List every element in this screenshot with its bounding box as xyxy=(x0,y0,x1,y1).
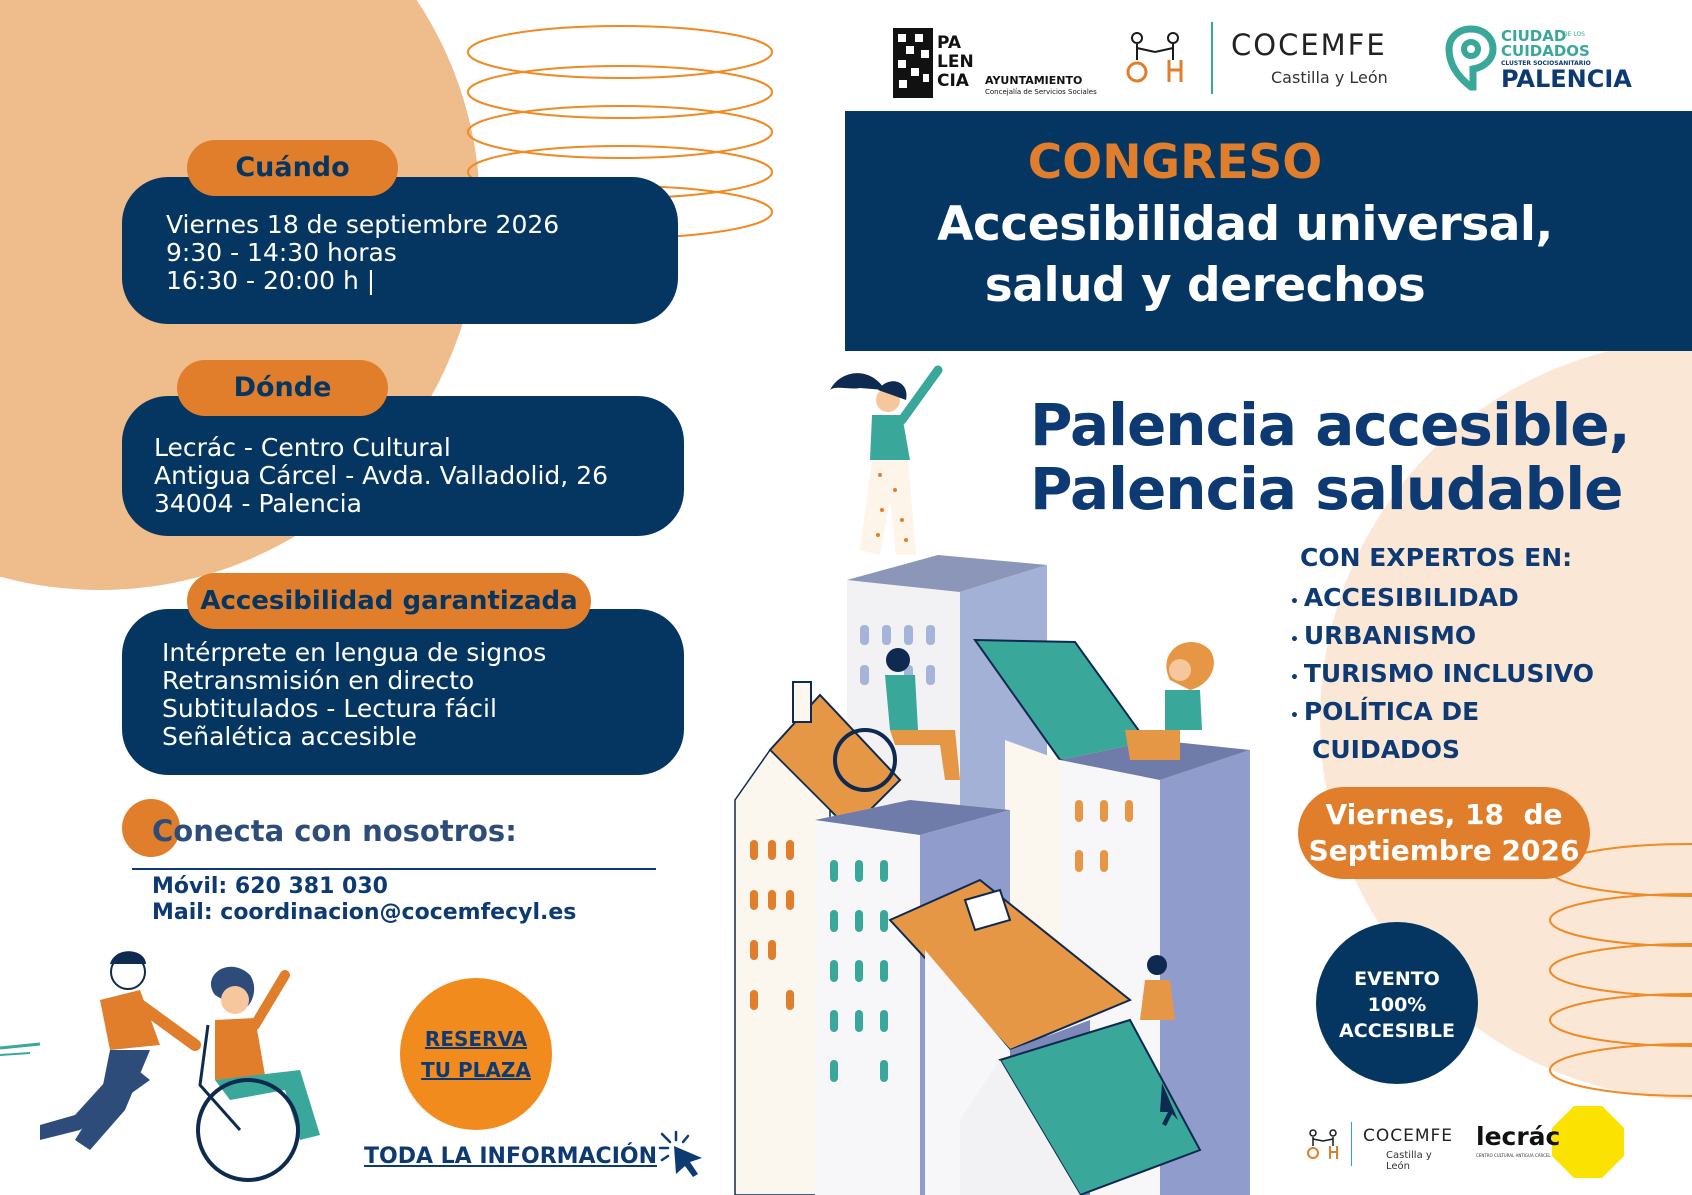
date-badge xyxy=(1298,787,1590,879)
cuando-line: 9:30 - 14:30 horas xyxy=(166,238,397,267)
palencia-logo-line1: PA xyxy=(937,33,962,53)
contact-heading: Conecta con nosotros: xyxy=(152,814,517,848)
cocemfe-logo xyxy=(1125,22,1395,94)
date-badge-line1: Viernes, 18 de xyxy=(1325,798,1563,831)
cuando-line: Viernes 18 de septiembre 2026 xyxy=(166,210,560,239)
lecrac-sub: CENTRO CULTURAL ANTIGUA CÁRCEL xyxy=(1476,1153,1551,1158)
event-badge-line1: EVENTO xyxy=(1354,968,1440,990)
experts-item: • URBANISMO xyxy=(1290,621,1477,650)
experts-item: • TURISMO INCLUSIVO xyxy=(1290,659,1594,688)
donde-line: Lecrác - Centro Cultural xyxy=(154,433,451,462)
title-banner xyxy=(845,111,1692,351)
accesibilidad-label: Accesibilidad garantizada xyxy=(187,573,591,629)
click-cursor-icon xyxy=(658,1130,708,1180)
palencia-logo-line3: CIA xyxy=(937,71,969,91)
contact-mobile: Móvil: 620 381 030 xyxy=(152,874,388,899)
accesibilidad-line: Señalética accesible xyxy=(162,722,417,751)
cocemfe-divider xyxy=(1211,22,1213,94)
accessible-event-badge xyxy=(1316,922,1478,1084)
palencia-logo-line2: LEN xyxy=(937,52,974,72)
event-badge-line2: 100% xyxy=(1367,994,1427,1016)
reserve-line1: RESERVA xyxy=(424,1027,528,1051)
footer-cocemfe-name: COCEMFE xyxy=(1363,1126,1454,1146)
palencia-logo-word xyxy=(937,34,974,91)
accesibilidad-box xyxy=(122,609,684,775)
cuando-label: Cuándo xyxy=(187,140,398,196)
congreso-label: CONGRESO xyxy=(1027,135,1323,190)
city-illustration xyxy=(710,360,1280,1195)
lecrac-logo xyxy=(1476,1104,1636,1184)
footer-cocemfe-logo xyxy=(1306,1122,1456,1172)
contact-divider xyxy=(132,868,656,870)
accesibilidad-line: Retransmisión en directo xyxy=(162,666,475,695)
bullet-icon: • xyxy=(1290,708,1304,724)
experts-heading: CON EXPERTOS EN: xyxy=(1300,543,1573,572)
bullet-icon: • xyxy=(1290,670,1304,686)
cuando-box xyxy=(122,177,678,324)
experts-list xyxy=(1290,581,1594,766)
experts-item: • ACCESIBILIDAD xyxy=(1290,583,1519,612)
date-badge-line2: Septiembre 2026 xyxy=(1308,834,1580,867)
all-information-link[interactable]: TODA LA INFORMACIÓN xyxy=(364,1144,657,1169)
reserve-seat-button[interactable] xyxy=(400,978,552,1130)
donde-line: 34004 - Palencia xyxy=(154,489,362,518)
ciudad-cuidados-logo xyxy=(1445,25,1645,95)
accesibilidad-line: Intérprete en lengua de signos xyxy=(162,638,547,667)
donde-label: Dónde xyxy=(177,360,388,416)
experts-item: • POLÍTICA DE xyxy=(1290,697,1480,726)
footer-cocemfe-region: Castilla y León xyxy=(1386,1150,1432,1172)
congress-title-line1: Accesibilidad universal, xyxy=(937,197,1553,252)
bullet-icon: • xyxy=(1290,632,1304,648)
cocemfe-people-icon xyxy=(1125,30,1191,84)
palencia-logo xyxy=(893,28,1097,98)
palencia-ayuntamiento-label: AYUNTAMIENTO xyxy=(985,74,1083,87)
congress-title-line2: salud y derechos xyxy=(984,258,1426,313)
accesibilidad-line: Subtitulados - Lectura fácil xyxy=(162,694,497,723)
palencia-concejalia-label: Concejalía de Servicios Sociales xyxy=(985,88,1097,96)
wheelchair-companion-illustration xyxy=(0,950,340,1190)
subtitle-line1: Palencia accesible, xyxy=(1030,391,1630,459)
donde-line: Antigua Cárcel - Avda. Valladolid, 26 xyxy=(154,461,609,490)
reserve-line2: TU PLAZA xyxy=(421,1058,531,1082)
cocemfe-logo-name: COCEMFE xyxy=(1231,28,1387,62)
experts-item: CUIDADOS xyxy=(1312,735,1461,764)
ciudad-logo-line1: CIUDAD xyxy=(1501,27,1567,45)
ciudad-logo-city: PALENCIA xyxy=(1501,65,1632,93)
ciudad-cuidados-heart-icon xyxy=(1445,25,1497,93)
ciudad-logo-line2: CUIDADOS xyxy=(1501,42,1590,60)
bullet-icon: • xyxy=(1290,594,1304,610)
ciudad-logo-de: DE LOS xyxy=(1563,31,1585,38)
cocemfe-logo-region: Castilla y León xyxy=(1271,68,1388,87)
subtitle-line2: Palencia saludable xyxy=(1030,455,1623,523)
lecrac-name: lecrác xyxy=(1476,1122,1561,1151)
palencia-checker-icon xyxy=(893,28,933,98)
contact-mail[interactable]: Mail: coordinacion@cocemfecyl.es xyxy=(152,900,577,925)
footer-cocemfe-people-icon xyxy=(1306,1128,1342,1160)
footer-cocemfe-divider xyxy=(1351,1122,1352,1166)
ciudad-logo-cluster: CLUSTER SOCIOSANITARIO xyxy=(1501,60,1591,67)
lecrac-yellow-octagon-icon xyxy=(1550,1104,1626,1180)
donde-box xyxy=(122,396,684,536)
cuando-line: 16:30 - 20:00 h | xyxy=(166,266,376,295)
orange-rings-right-decoration xyxy=(1540,840,1692,1100)
event-badge-line3: ACCESIBLE xyxy=(1339,1020,1455,1042)
